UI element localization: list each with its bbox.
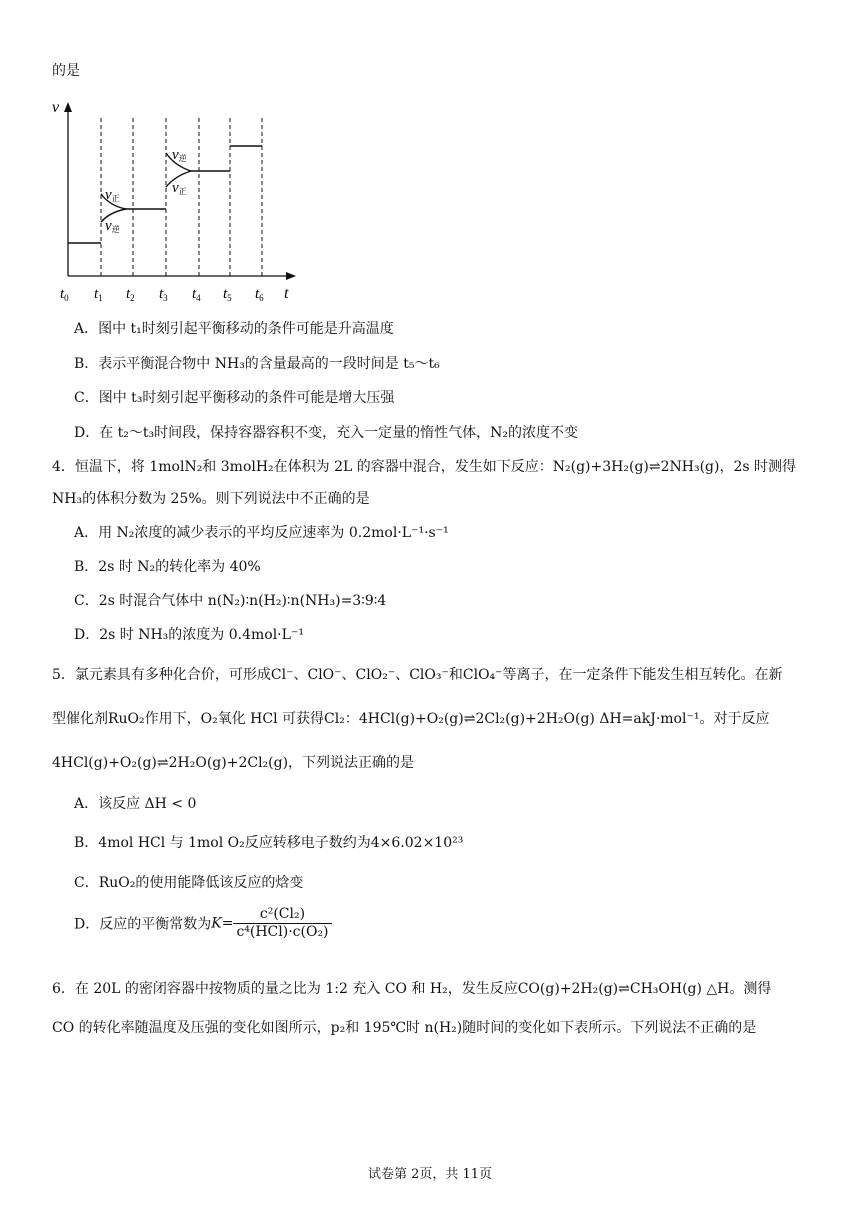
tick-labels <box>60 286 264 303</box>
y-axis-label: v <box>52 99 60 116</box>
page-footer: 试卷第 2页，共 11页 <box>367 1167 493 1182</box>
q3-option-a: A．图中 t₁时刻引起平衡移动的条件可能是升高温度 <box>74 321 394 337</box>
y-axis-arrow <box>64 102 72 112</box>
tick-t2: $t_2$ <box>126 286 135 303</box>
q5-stem-line1: 5．氯元素具有多种化合价，可形成Cl⁻、ClO⁻、ClO₂⁻、ClO₃⁻和ClO₄⁻等离子，在一定条件下能发生相互转化。在新 <box>52 667 783 683</box>
q4-stem-line1: 4．恒温下，将 1molN₂和 3molH₂在体积为 2L 的容器中混合，发生如下反应：N₂(g)+3H₂(g)⇌2NH₃(g)，2s 时测得 <box>52 459 797 475</box>
tick-t1: $t_1$ <box>94 286 103 303</box>
q4-stem-line2: NH₃的体积分数为 25%。则下列说法中不正确的是 <box>52 491 370 507</box>
q4-option-b: B．2s 时 N₂的转化率为 40% <box>74 559 261 575</box>
q3-option-b: B．表示平衡混合物中 NH₃的含量最高的一段时间是 t₅～t₆ <box>74 356 440 372</box>
fraction-numerator: c²(Cl₂) <box>233 906 331 924</box>
q5-option-d-prefix: D．反应的平衡常数为 <box>74 916 212 933</box>
q3-option-c: C．图中 t₃时刻引起平衡移动的条件可能是增大压强 <box>74 390 395 406</box>
q5-stem-line3: 4HCl(g)+O₂(g)⇌2H₂O(g)+2Cl₂(g)，下列说法正确的是 <box>52 755 415 771</box>
q5-option-c: C．RuO₂的使用能降低该反应的焓变 <box>74 875 304 891</box>
x-axis-label: t <box>284 285 289 302</box>
rate-time-graph <box>48 98 308 303</box>
tick-t0: $t_0$ <box>60 286 69 303</box>
q5-option-d <box>74 906 332 941</box>
q6-stem-line1: 6．在 20L 的密闭容器中按物质的量之比为 1:2 充入 CO 和 H₂，发生反应CO(g)+2H₂(g)⇌CH₃OH(g) △H。测得 <box>52 981 772 997</box>
v-zheng-label-2: v正 <box>172 180 187 196</box>
q5-option-b: B．4mol HCl 与 1mol O₂反应转移电子数约为4×6.02×10²³ <box>74 835 464 851</box>
equilibrium-constant-fraction <box>233 906 331 941</box>
v-ni-label-2: v逆 <box>172 147 187 163</box>
q6-stem-line2: CO 的转化率随温度及压强的变化如图所示，p₂和 195℃时 n(H₂)随时间的变化如下表所示。下列说法不正确的是 <box>52 1020 757 1036</box>
x-axis-arrow <box>286 272 296 280</box>
q4-option-c: C．2s 时混合气体中 n(N₂)∶n(H₂)∶n(NH₃)=3∶9∶4 <box>74 593 387 609</box>
tick-t4: $t_4$ <box>192 286 201 303</box>
question-fragment: 的是 <box>52 63 80 79</box>
tick-t6: $t_6$ <box>255 286 264 303</box>
q5-option-a: A．该反应 ΔH < 0 <box>74 796 197 812</box>
q5-option-d-k: K= <box>211 915 234 932</box>
v-zheng-label-1: v正 <box>105 187 120 203</box>
q3-option-d: D．在 t₂～t₃时间段，保持容器容积不变，充入一定量的惰性气体，N₂的浓度不变 <box>74 425 579 441</box>
tick-t3: $t_3$ <box>159 286 168 303</box>
tick-t5: $t_5$ <box>223 286 232 303</box>
fraction-denominator: c⁴(HCl)·c(O₂) <box>236 924 329 940</box>
q5-stem-line2: 型催化剂RuO₂作用下，O₂氧化 HCl 可获得Cl₂：4HCl(g)+O₂(g)⇌2Cl₂(g)+2H₂O(g) ΔH=akJ·mol⁻¹。对于反应 <box>52 711 770 727</box>
v-ni-label-1: v逆 <box>105 218 120 234</box>
q4-option-a: A．用 N₂浓度的减少表示的平均反应速率为 0.2mol·L⁻¹·s⁻¹ <box>74 525 449 541</box>
q4-option-d: D．2s 时 NH₃的浓度为 0.4mol·L⁻¹ <box>74 627 304 643</box>
